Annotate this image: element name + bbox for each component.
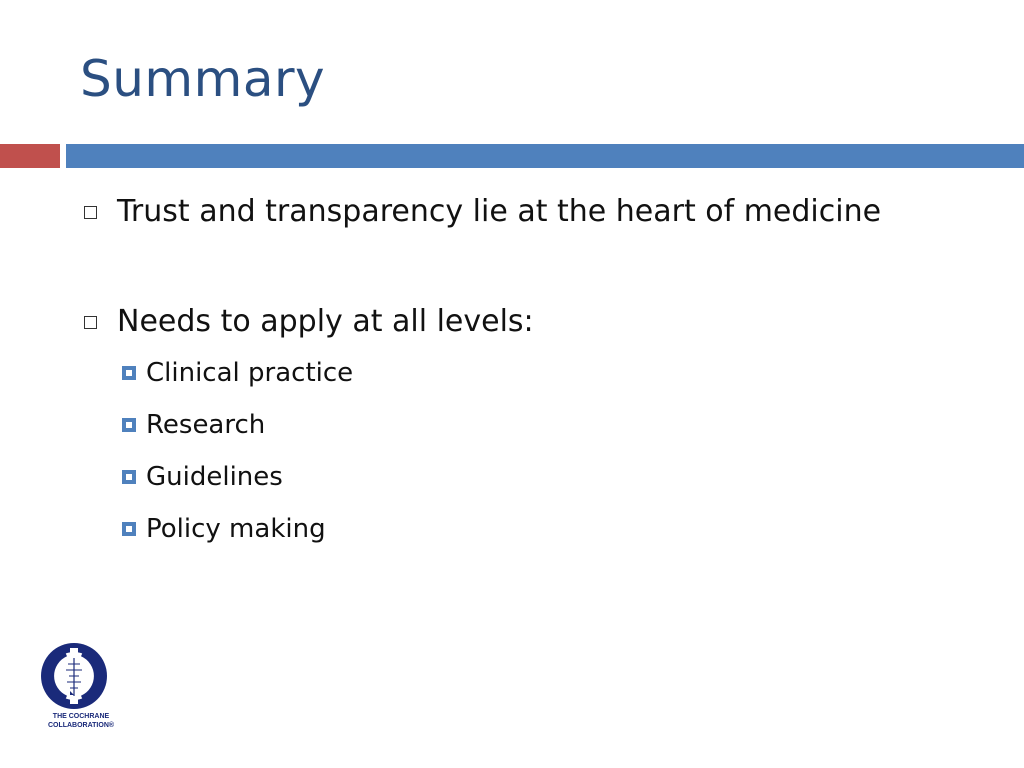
square-bullet-icon: [84, 206, 97, 219]
bullet-text: Needs to apply at all levels:: [117, 304, 534, 339]
filled-square-bullet-icon: [122, 366, 136, 380]
bullet-item: [84, 302, 984, 342]
accent-bar-red: [0, 144, 60, 168]
sub-bullet-item: [122, 356, 984, 390]
filled-square-bullet-icon: [122, 470, 136, 484]
sub-bullet-text: Research: [146, 410, 266, 440]
filled-square-bullet-icon: [122, 522, 136, 536]
sub-bullet-text: Guidelines: [146, 462, 283, 492]
sub-bullet-text: Policy making: [146, 514, 326, 544]
sub-bullet-item: [122, 460, 984, 494]
square-bullet-icon: [84, 316, 97, 329]
bullet-list: [84, 192, 984, 546]
accent-bar-blue: [66, 144, 1024, 168]
logo-text: [36, 712, 126, 730]
sub-bullet-item: [122, 408, 984, 442]
cochrane-logo: [36, 642, 122, 732]
sub-bullet-text: Clinical practice: [146, 358, 354, 388]
bullet-item: [84, 192, 984, 232]
slide-title: Summary: [80, 50, 326, 108]
bullet-text: Trust and transparency lie at the heart of medicine: [117, 194, 882, 229]
logo-text-line: COLLABORATION®: [47, 722, 115, 729]
sub-bullet-item: [122, 512, 984, 546]
cochrane-logo-icon: [36, 642, 122, 712]
filled-square-bullet-icon: [122, 418, 136, 432]
logo-text-line: THE COCHRANE: [52, 713, 110, 720]
